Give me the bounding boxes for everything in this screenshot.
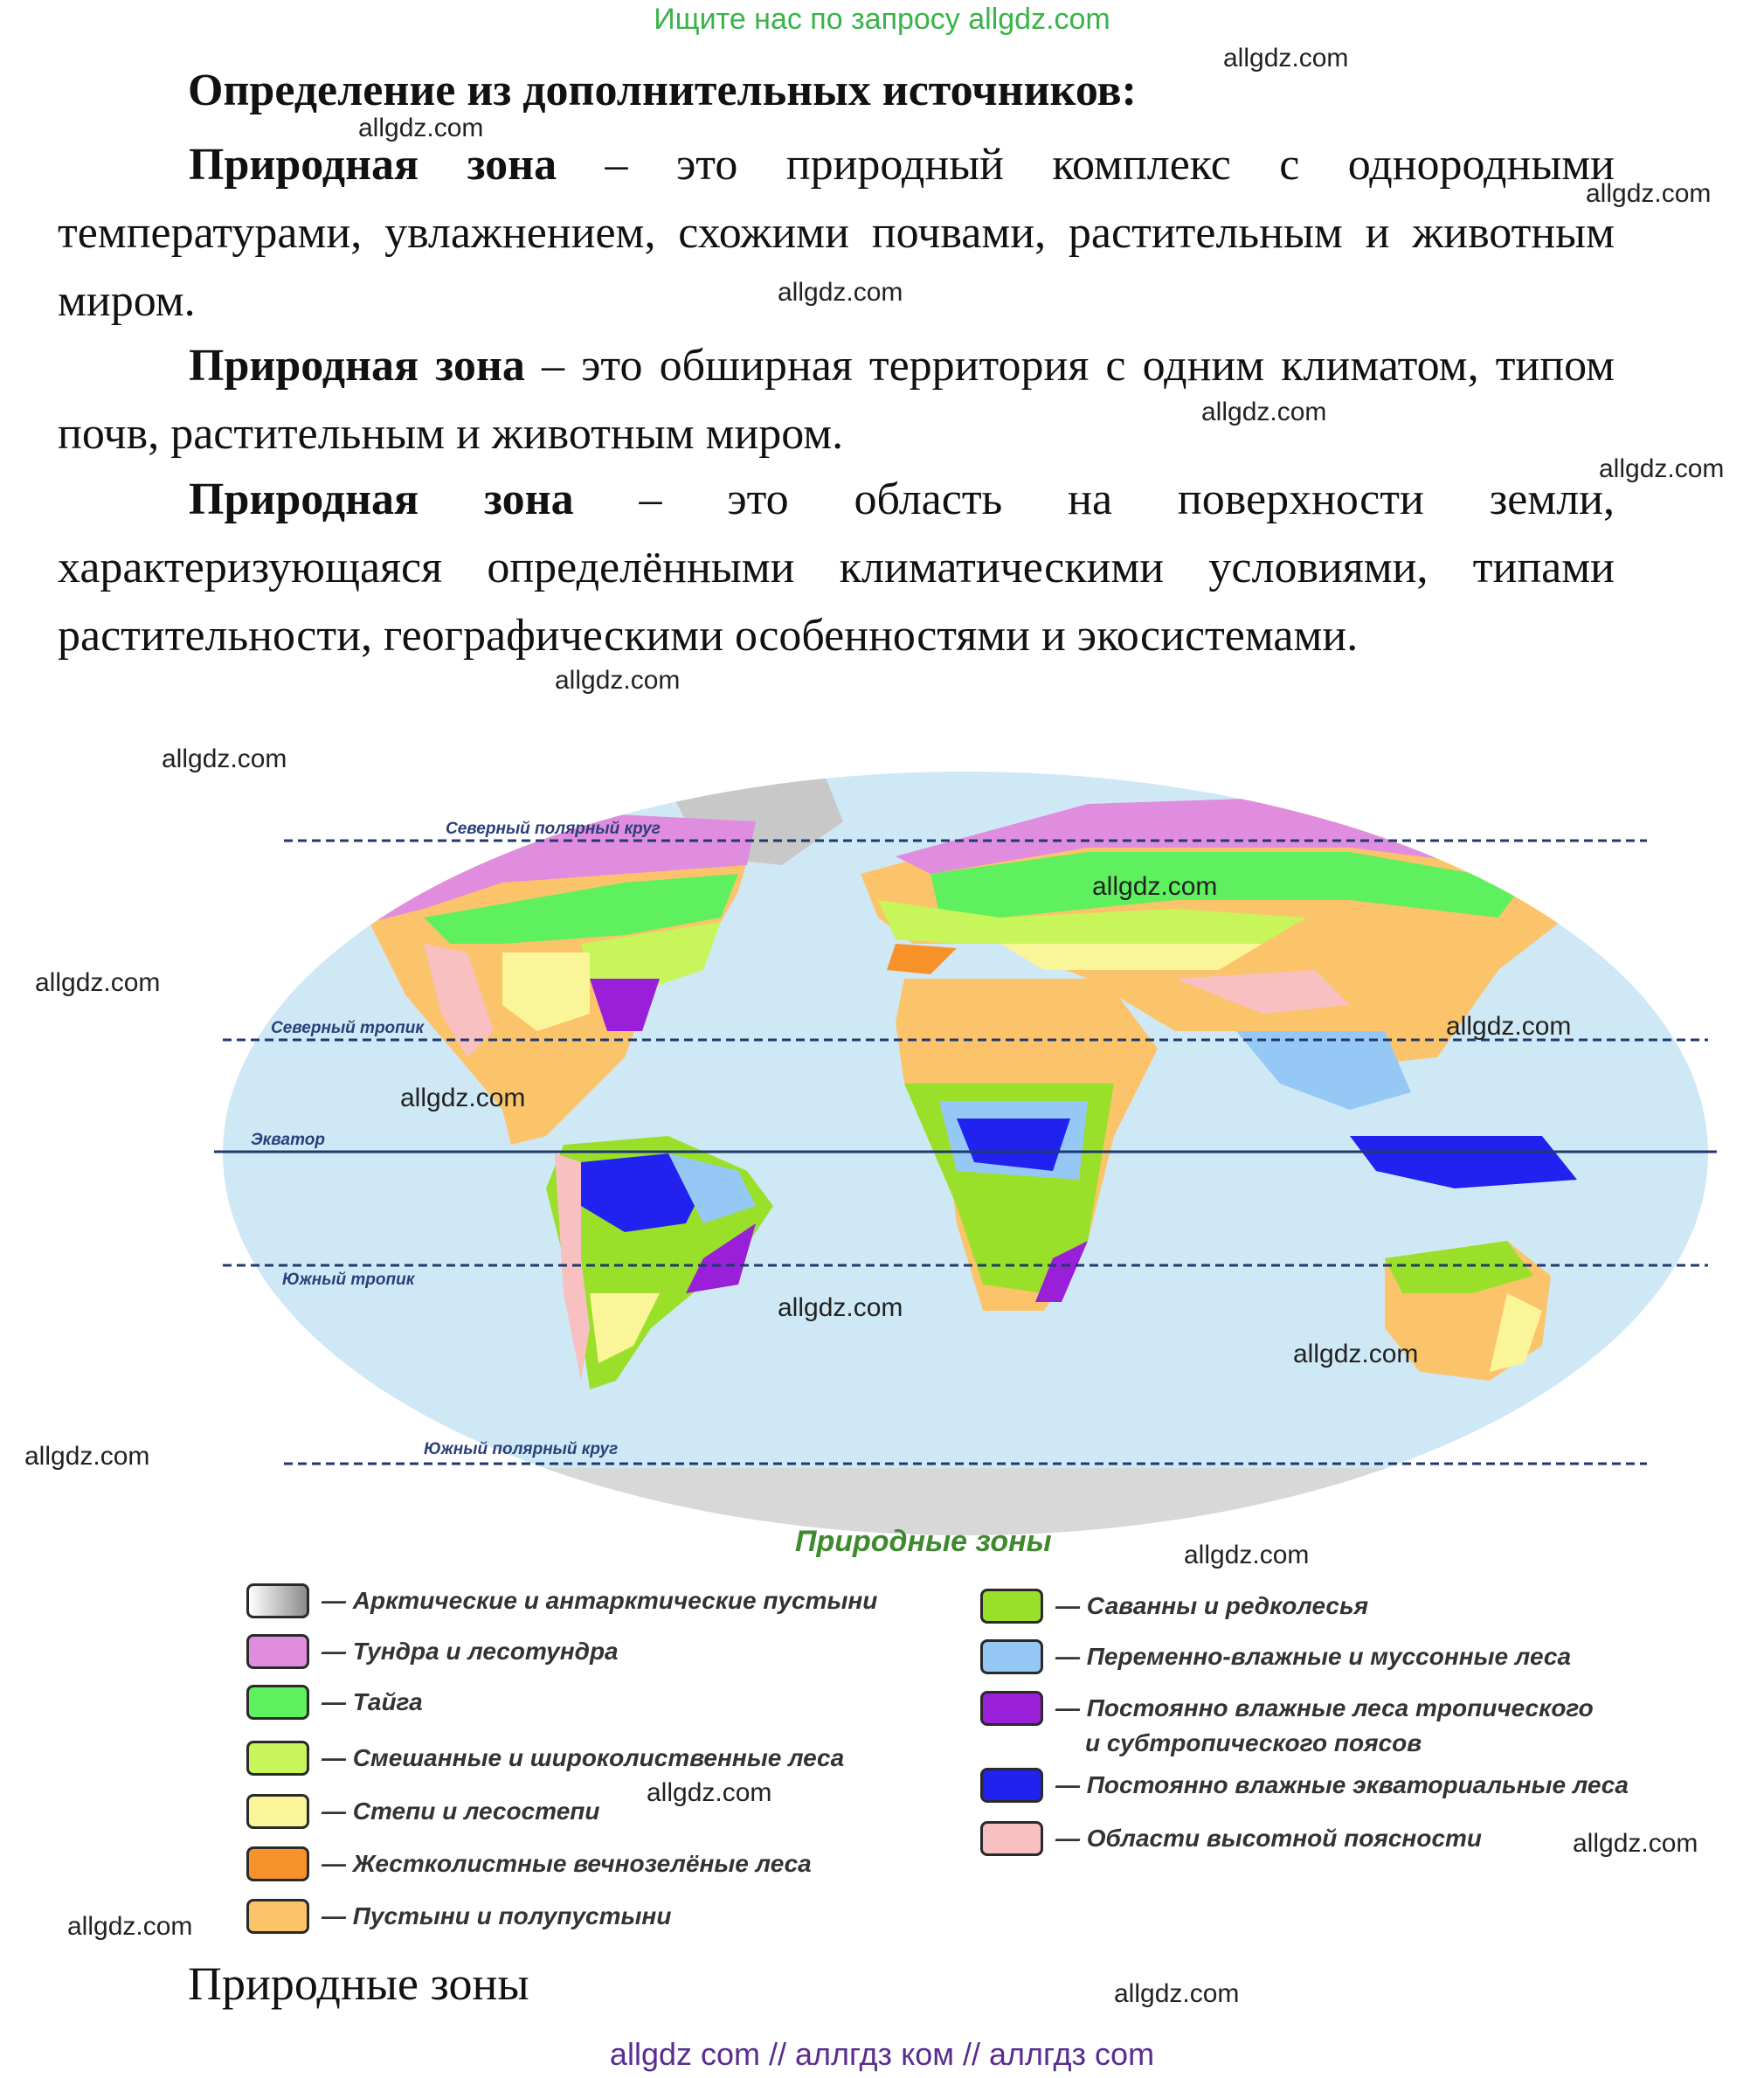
map-svg <box>214 769 1717 1538</box>
legend-item-taiga <box>246 1685 423 1720</box>
watermark: allgdz.com <box>1573 1829 1698 1858</box>
legend-label: — Переменно-влажные и муссонные леса <box>1055 1643 1572 1670</box>
legend-label: — Постоянно влажные экваториальные леса <box>1055 1771 1629 1798</box>
legend-label: — Саванны и редколесья <box>1055 1592 1369 1619</box>
section-heading: Определение из дополнительных источников: <box>188 66 1137 115</box>
watermark: allgdz.com <box>1586 179 1712 208</box>
south-polar-circle-label: Южный полярный круг <box>424 1440 619 1458</box>
legend-label: — Степи и лесостепи <box>322 1797 600 1825</box>
savanna-swatch-icon <box>980 1589 1043 1624</box>
monsoon-swatch-icon <box>980 1639 1043 1674</box>
legend-title: Природные зоны <box>795 1525 1052 1558</box>
watermark: allgdz.com <box>1446 1012 1572 1041</box>
north-tropic-label: Северный тропик <box>271 1019 424 1037</box>
watermark: allgdz.com <box>778 1293 903 1322</box>
equator-label: Экватор <box>251 1131 325 1149</box>
watermark: allgdz.com <box>778 278 903 307</box>
definition-2 <box>58 332 1615 468</box>
watermark: allgdz.com <box>1114 1979 1240 2008</box>
legend-label: — Тундра и лесотундра <box>322 1638 619 1665</box>
watermark: allgdz.com <box>1293 1340 1419 1368</box>
watermark: allgdz.com <box>1092 872 1218 901</box>
sclerophyll-swatch-icon <box>246 1846 309 1881</box>
definition-3 <box>58 466 1615 670</box>
footer-watermark: allgdz com // аллгдз ком // аллгдз com <box>609 2036 1155 2072</box>
legend-item-highland <box>980 1821 1482 1856</box>
legend-label: — Пустыни и полупустыни <box>322 1902 672 1929</box>
equatorial-swatch-icon <box>980 1768 1043 1803</box>
legend-item-desert <box>246 1899 671 1934</box>
definition-text: – это обширная территория с одним климатом, типом почв, растительным и животным миром. <box>58 341 1615 459</box>
legend-label: — Области высотной поясности <box>1055 1825 1483 1852</box>
eurasia-steppe <box>1000 944 1262 970</box>
legend-item-monsoon <box>980 1639 1571 1674</box>
watermark: allgdz.com <box>67 1912 193 1941</box>
legend-item-arctic <box>246 1583 877 1618</box>
watermark: allgdz.com <box>1223 44 1349 73</box>
legend-item-mixed-forest <box>246 1741 844 1776</box>
legend-item-tropical <box>980 1691 1594 1761</box>
definition-term: Природная зона <box>189 341 525 391</box>
desert-swatch-icon <box>246 1899 309 1934</box>
definition-term: Природная зона <box>189 140 557 190</box>
top-banner: Ищите нас по запросу allgdz.com <box>654 3 1110 36</box>
figure-caption: Природные зоны <box>188 1957 529 2010</box>
legend-label-group <box>1055 1691 1594 1761</box>
arctic-swatch-icon <box>246 1583 309 1618</box>
legend-label: — Жестколистные вечнозелёные леса <box>322 1850 812 1877</box>
north-polar-circle-label: Северный полярный круг <box>446 820 661 838</box>
taiga-swatch-icon <box>246 1685 309 1720</box>
watermark: allgdz.com <box>35 968 161 997</box>
watermark: allgdz.com <box>162 745 287 773</box>
legend-item-savanna <box>980 1589 1368 1624</box>
legend-item-steppe <box>246 1794 600 1829</box>
steppe-swatch-icon <box>246 1794 309 1829</box>
south-tropic-label: Южный тропик <box>282 1271 415 1289</box>
legend-item-tundra <box>246 1634 619 1669</box>
definition-text: – это область на поверхности земли, характеризующаяся определёнными климатическими условиями, типами растительности, географическими особенностями и экосистемами. <box>58 474 1615 661</box>
highland-swatch-icon <box>980 1821 1043 1856</box>
watermark: allgdz.com <box>1201 398 1327 426</box>
definition-term: Природная зона <box>189 474 574 524</box>
mixed-forest-swatch-icon <box>246 1741 309 1776</box>
legend-label: — Тайга <box>322 1688 423 1715</box>
watermark: allgdz.com <box>358 114 484 142</box>
legend-item-sclerophyll <box>246 1846 812 1881</box>
tropical-swatch-icon <box>980 1691 1043 1726</box>
legend-label-line2: и субтропического поясов <box>1085 1729 1422 1756</box>
watermark: allgdz.com <box>400 1084 526 1112</box>
watermark: allgdz.com <box>1184 1541 1310 1569</box>
tundra-swatch-icon <box>246 1634 309 1669</box>
legend-label: — Смешанные и широколиственные леса <box>322 1744 845 1771</box>
definition-text: – это природный комплекс с однородными температурами, увлажнением, схожими почвами, растительным и животным миром. <box>58 140 1615 326</box>
watermark: allgdz.com <box>24 1442 150 1471</box>
watermark: allgdz.com <box>1599 454 1725 483</box>
watermark: allgdz.com <box>555 666 681 695</box>
world-natural-zones-map <box>214 769 1717 1538</box>
legend-label: — Постоянно влажные леса тропического <box>1055 1694 1594 1721</box>
watermark: allgdz.com <box>647 1778 772 1807</box>
legend-item-equatorial <box>980 1768 1629 1803</box>
legend-label: — Арктические и антарктические пустыни <box>322 1587 878 1614</box>
